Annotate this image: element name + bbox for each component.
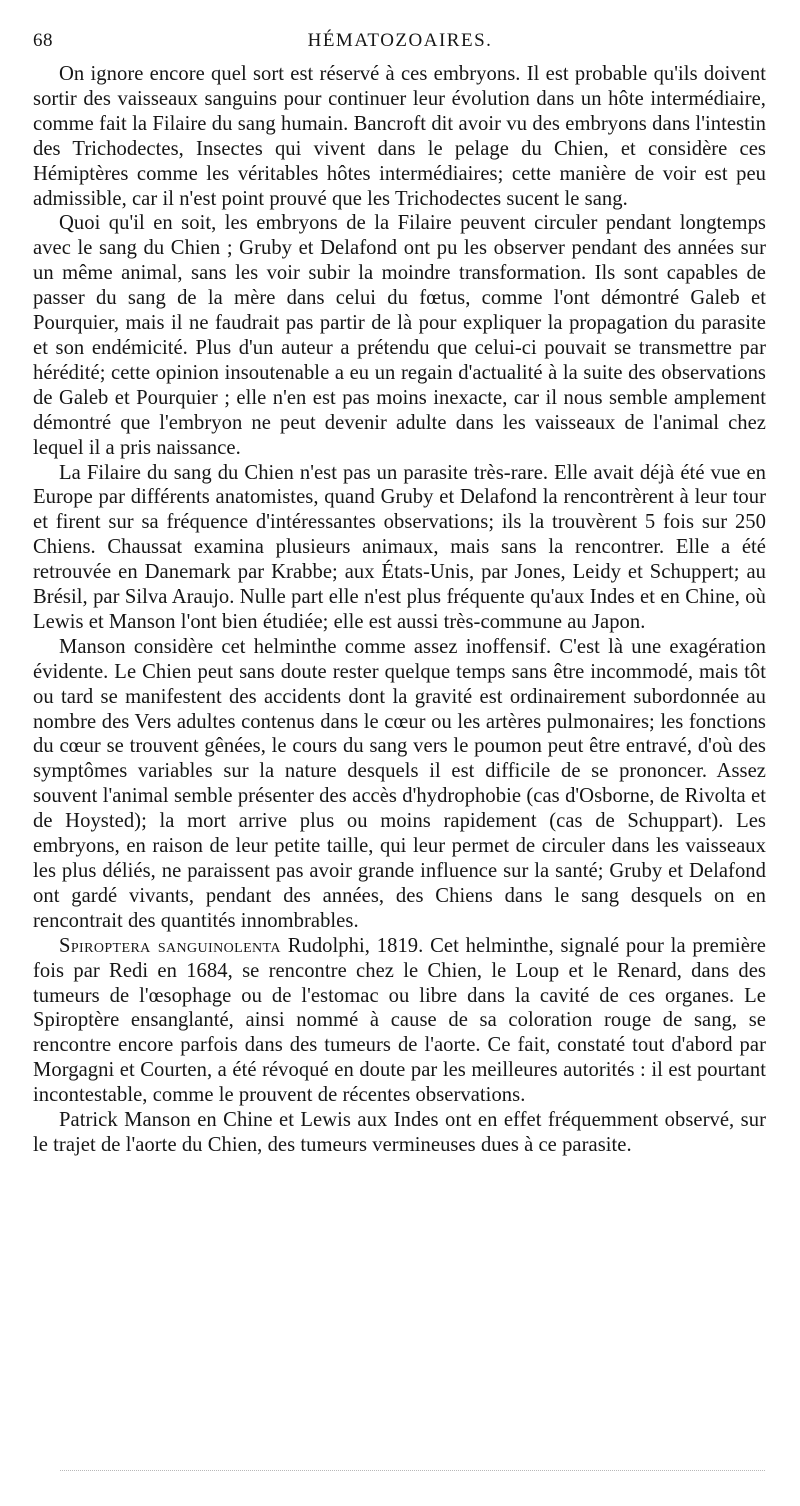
page-number: 68: [33, 30, 53, 51]
page-header: [0, 30, 800, 60]
footer-rule: [60, 1470, 765, 1471]
paragraph-manson-lewis: Patrick Manson en Chine et Lewis aux Indes ont en effet fréquemment observé, sur le trajet de l'aorte du Chien, des tumeurs vermineuses dues à ce parasite.: [33, 1109, 766, 1156]
paragraph-spiroptera-text: Rudolphi, 1819. Cet helminthe, signalé pour la première fois par Redi en 1684, se rencontre chez le Chien, le Loup et le Renard, dans des tumeurs de l'œsophage ou de l'estomac ou libre dans la cavité de ces organes. Le Spiroptère ensanglanté, ainsi nommé à cause de sa coloration rouge de sang, se rencontre encore parfois dans des tumeurs de l'aorte. Ce fait, constaté tout d'abord par Morgagni et Courten, a été révoqué en doute par les meilleures autorités : il est pourtant incontestable, comme le prouvent de récentes observations.: [33, 934, 766, 1107]
paragraph-embryon-fate: On ignore encore quel sort est réservé à ces embryons. Il est probable qu'ils doivent sortir des vaisseaux sanguins pour continuer leur évolution dans un hôte intermédiaire, comme fait la Filaire du sang humain. Bancroft dit avoir vu des embryons dans l'intestin des Trichodectes, Insectes qui vivent dans le pelage du Chien, et considère ces Hémiptères comme les véritables hôtes intermédiaires; cette manière de voir est peu admissible, car il n'est point prouvé que les Trichodectes sucent le sang.: [33, 63, 766, 210]
paragraph-pathology: Manson considère cet helminthe comme assez inoffensif. C'est là une exagération évidente. Le Chien peut sans doute rester quelque temps sans être incommodé, mais tôt ou tard se manifestent des accidents dont la gravité est ordinairement subordonnée au nombre des Vers adultes contenus dans le cœur ou les artères pulmonaires; les fonctions du cœur se trouvent gênées, le cours du sang vers le poumon peut être entravé, d'où des symptômes variables sur la nature desquels il est difficile de se prononcer. Assez souvent l'animal semble présenter des accès d'hydrophobie (cas d'Osborne, de Rivolta et de Hoysted); la mort arrive plus ou moins rapidement (cas de Schuppart). Les embryons, en raison de leur petite taille, qui leur permet de circuler dans les vaisseaux les plus déliés, ne paraissent pas avoir grande influence sur la santé; Gruby et Delafond ont gardé vivants, pendant des années, des Chiens dans le sang desquels on en rencontrait des quantités innombrables.: [33, 635, 766, 932]
paragraph-embryon-circulation: Quoi qu'il en soit, les embryons de la Filaire peuvent circuler pendant longtemps avec le sang du Chien ; Gruby et Delafond ont pu les observer pendant des années sur un même animal, sans les voir subir la moindre transformation. Ils sont capables de passer du sang de la mère dans celui du fœtus, comme l'ont démontré Galeb et Pourquier, mais il ne faudrait pas partir de là pour expliquer la propagation du parasite et son endémicité. Plus d'un auteur a prétendu que celui-ci pouvait se transmettre par hérédité; cette opinion insoutenable a eu un regain d'actualité à la suite des observations de Galeb et Pourquier ; elle n'en est pas moins inexacte, car il nous semble amplement démontré que l'embryon ne peut devenir adulte dans les vaisseaux de l'animal chez lequel il a pris naissance.: [33, 212, 766, 459]
paragraph-spiroptera: [33, 934, 766, 1108]
running-title: HÉMATOZOAIRES.: [307, 30, 493, 51]
paragraph-filaire-distribution: La Filaire du sang du Chien n'est pas un parasite très-rare. Elle avait déjà été vue en Europe par différents anatomistes, quand Gruby et Delafond la rencontrèrent à leur tour et firent sur sa fréquence d'intéressantes observations; ils la trouvèrent 5 fois sur 250 Chiens. Chaussat examina plusieurs animaux, mais sans la rencontrer. Elle a été retrouvée en Danemark par Krabbe; aux États-Unis, par Jones, Leidy et Schuppert; au Brésil, par Silva Araujo. Nulle part elle n'est plus fréquente qu'aux Indes et en Chine, où Lewis et Manson l'ont bien étudiée; elle est aussi très-commune au Japon.: [33, 461, 766, 633]
species-name: Spiroptera sanguinolenta: [59, 934, 281, 957]
body-text: [33, 62, 766, 1158]
